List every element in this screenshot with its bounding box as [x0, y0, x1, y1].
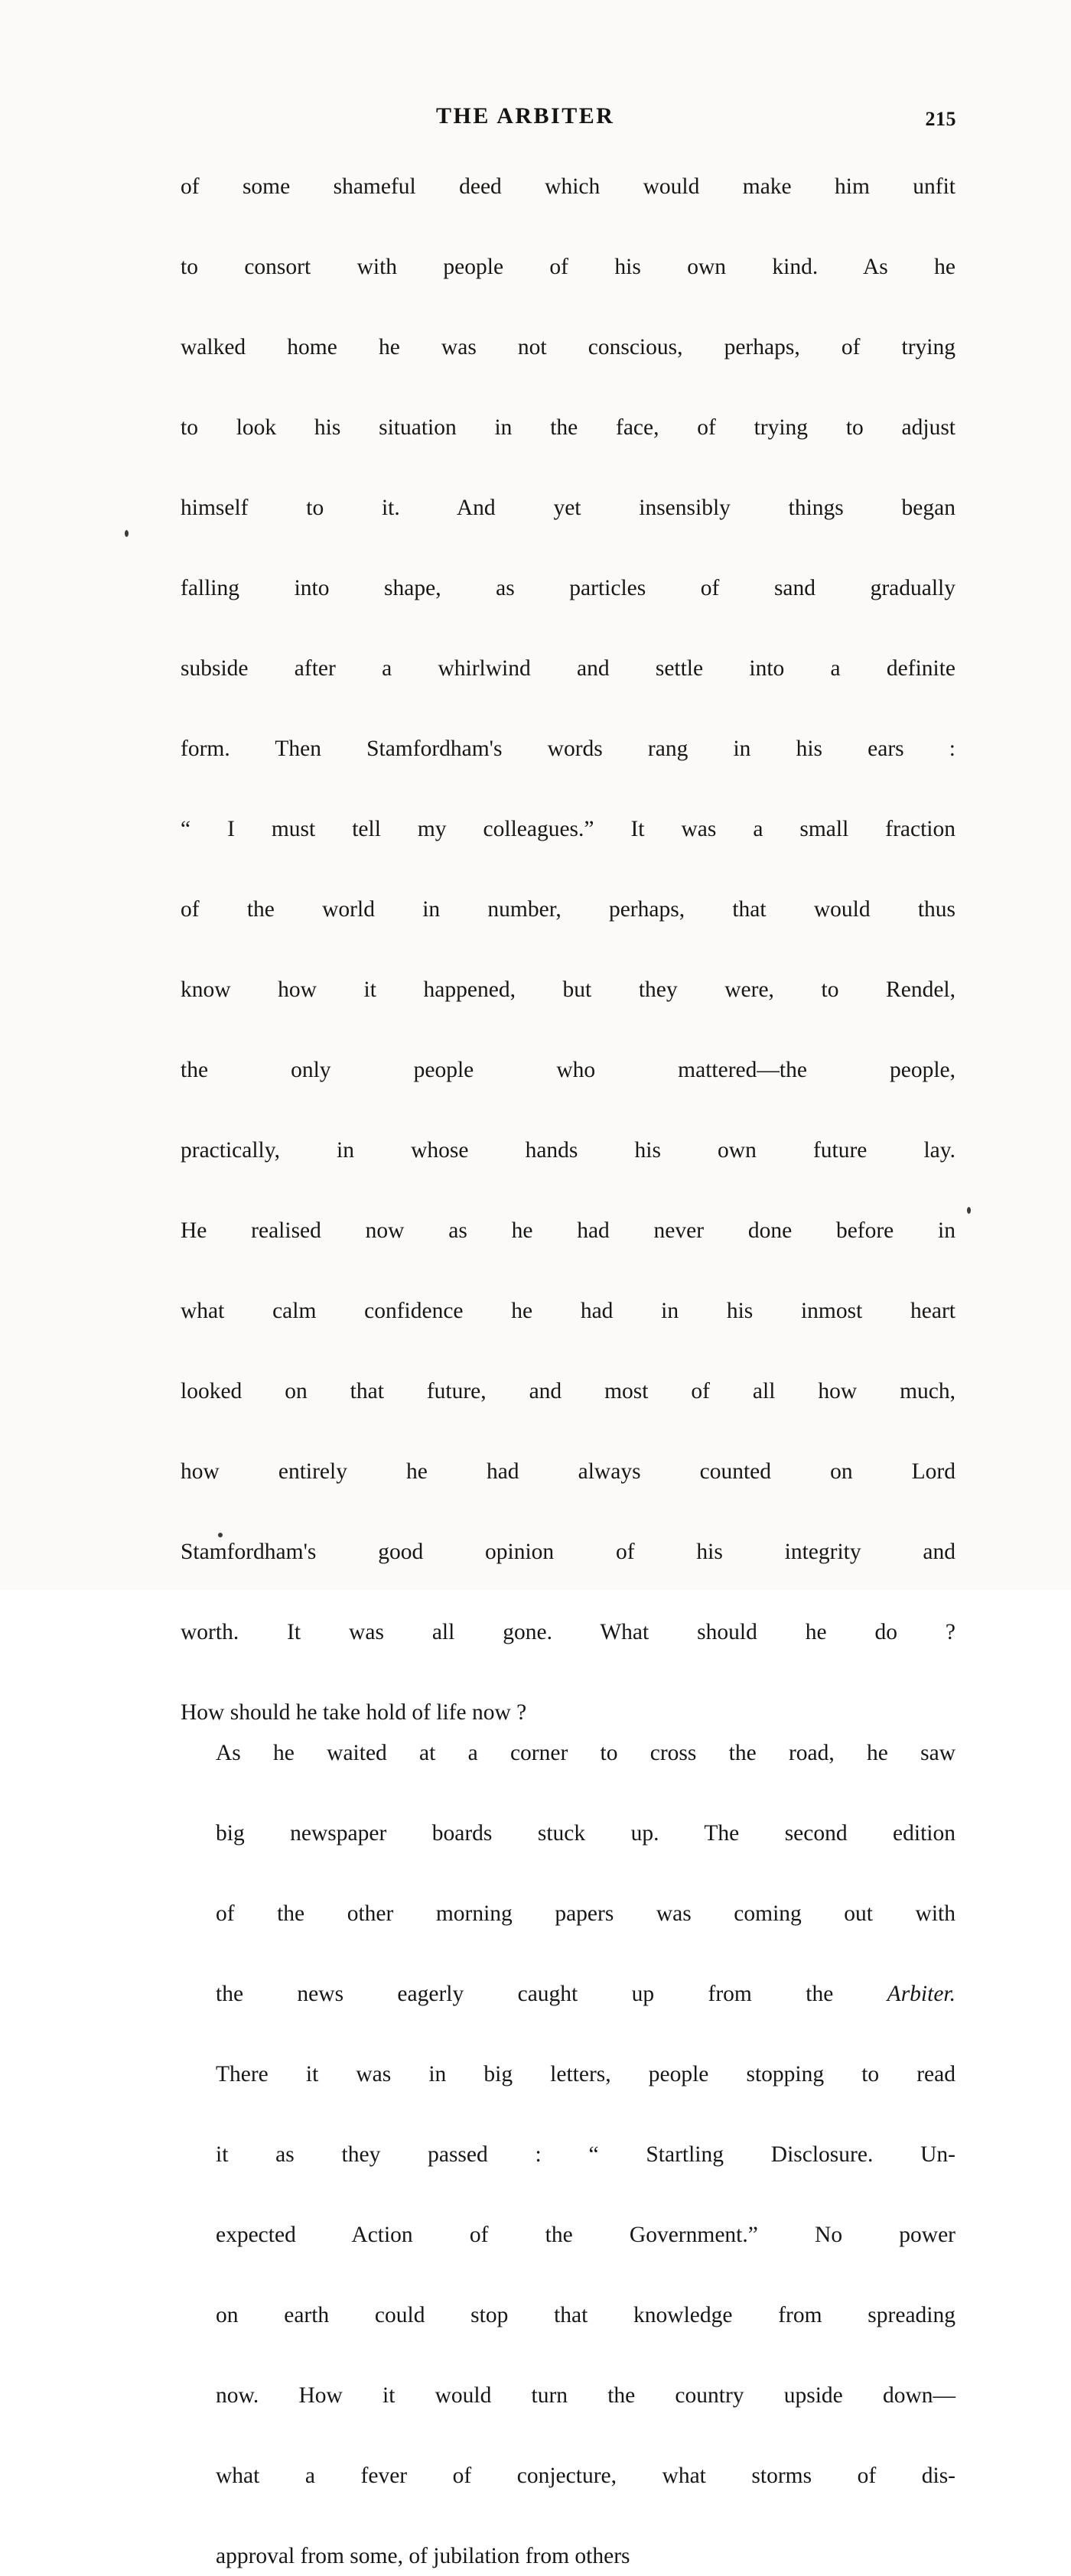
text-line: Stamfordham's good opinion of his integrity and [181, 1532, 955, 1612]
text-line: how entirely he had always counted on Lord [181, 1452, 955, 1532]
text-line: now. How it would turn the country upside down— [181, 2376, 955, 2456]
text-line: himself to it. And yet insensibly things began [181, 488, 955, 568]
page-speck [125, 530, 129, 537]
text-line: “ I must tell my colleagues.” It was a small fraction [181, 809, 955, 890]
text-line-with-italic [181, 1974, 955, 2054]
text-line: what calm confidence he had in his inmost heart [181, 1291, 955, 1371]
text-line: of some shameful deed which would make him unfit [181, 167, 955, 247]
page-number: 215 [926, 108, 957, 131]
body-text [181, 167, 955, 2576]
text-line: the only people who mattered—the people, [181, 1050, 955, 1130]
text-line-fragment: the news eagerly caught up from the [216, 1982, 887, 2006]
text-line: to look his situation in the face, of trying to adjust [181, 408, 955, 488]
paragraph-2 [181, 1733, 955, 2576]
text-line: looked on that future, and most of all how much, [181, 1371, 955, 1452]
text-line: How should he take hold of life now ? [181, 1693, 955, 1733]
text-line: He realised now as he had never done before in [181, 1211, 955, 1291]
text-line: As he waited at a corner to cross the road, he saw [181, 1733, 955, 1813]
text-line: falling into shape, as particles of sand gradually [181, 568, 955, 649]
text-line: of the world in number, perhaps, that would thus [181, 890, 955, 970]
text-line: what a fever of conjecture, what storms of dis- [181, 2456, 955, 2536]
text-line: practically, in whose hands his own future lay. [181, 1130, 955, 1211]
page-header [176, 103, 956, 134]
text-line: approval from some, of jubilation from others [181, 2536, 955, 2576]
text-line: to consort with people of his own kind. As he [181, 247, 955, 327]
text-line: form. Then Stamfordham's words rang in his ears : [181, 729, 955, 809]
text-line: of the other morning papers was coming out with [181, 1894, 955, 1974]
running-title: THE ARBITER [436, 103, 614, 129]
italic-title: Arbiter. [887, 1982, 955, 2006]
text-line: it as they passed : “ Startling Disclosure. Un- [181, 2135, 955, 2215]
text-line: big newspaper boards stuck up. The second edition [181, 1813, 955, 1894]
text-line: walked home he was not conscious, perhaps, of trying [181, 327, 955, 408]
paragraph-1 [181, 167, 955, 1733]
text-line: know how it happened, but they were, to Rendel, [181, 970, 955, 1050]
text-line: subside after a whirlwind and settle into a definite [181, 649, 955, 729]
text-line: on earth could stop that knowledge from spreading [181, 2295, 955, 2376]
text-line: There it was in big letters, people stopping to read [181, 2054, 955, 2135]
text-line: expected Action of the Government.” No power [181, 2215, 955, 2295]
page-speck [218, 1533, 223, 1537]
page-speck [967, 1207, 971, 1214]
text-line: worth. It was all gone. What should he do ? [181, 1612, 955, 1693]
